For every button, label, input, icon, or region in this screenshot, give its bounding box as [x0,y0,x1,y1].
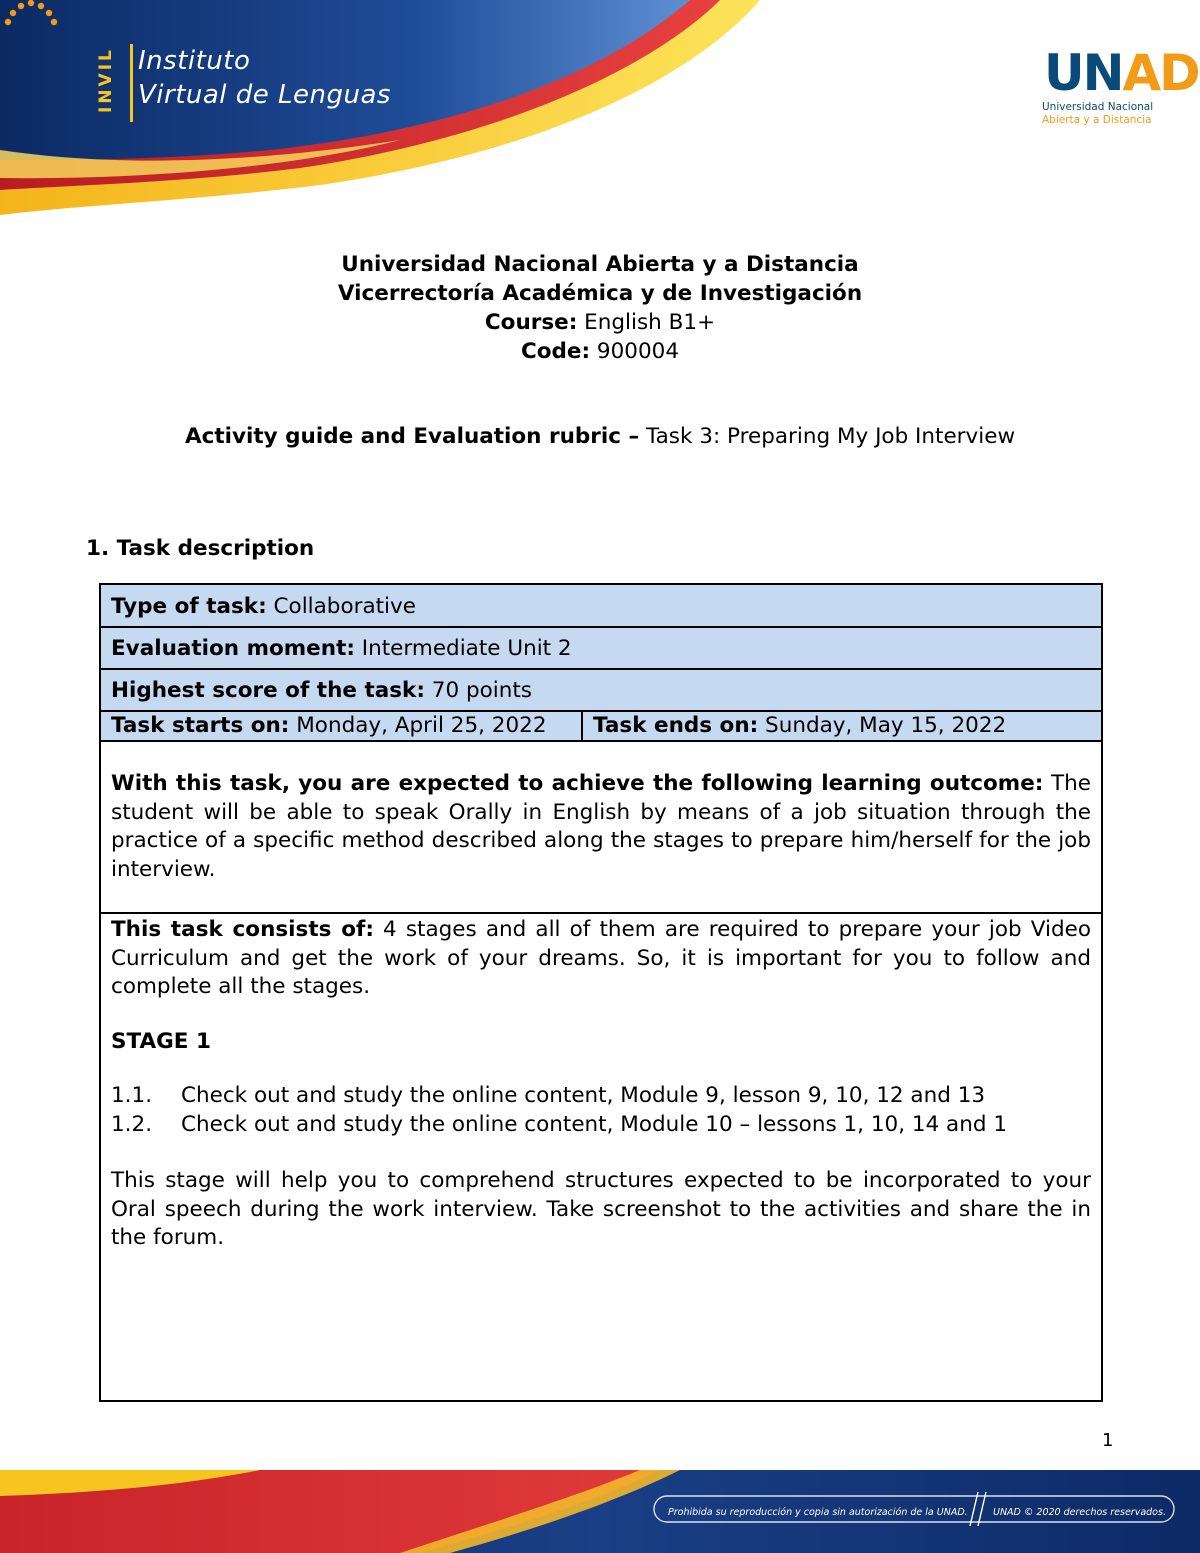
type-label: Type of task: [111,594,267,619]
task-consists-cell [101,914,1101,1400]
stage-title: STAGE 1 [111,1028,211,1054]
brand-divider [130,44,133,122]
step-item [111,1111,1091,1140]
consists-paragraph [111,916,1091,1002]
code-value: 900004 [590,339,680,364]
end-date-cell [583,712,1016,740]
row-dates [101,712,1101,742]
score-value: 70 points [424,678,532,703]
outcome-label: With this task, you are expected to achieve the following learning outcome: [111,771,1044,796]
course-value: English B1+ [577,310,716,335]
consists-label: This task consists of: [111,917,374,942]
row-type-of-task [101,585,1101,628]
consists-text: 4 stages and all of them are required to prepare your job Video Curriculum and get the work of your dreams. So, it is important for you to follow and complete all the stages. [111,917,1091,999]
starts-label: Task starts on: [111,713,290,738]
course-label: Course: [484,310,578,335]
moment-value: Intermediate Unit 2 [354,636,572,661]
row-highest-score [101,670,1101,712]
task-table [99,583,1103,1402]
score-label: Highest score of the task: [111,678,425,703]
unad-subtitle-1: Universidad Nacional [1042,101,1154,113]
learning-outcome-cell [101,742,1101,914]
activity-title-bold: Activity guide and Evaluation rubric – [184,424,640,449]
header-banner [0,0,1200,230]
stage-steps [111,1082,1091,1139]
header-swoosh [0,0,1200,230]
brand-line-1: Instituto [138,46,251,76]
brand-tag: INVIL [96,47,116,113]
activity-title [0,424,1200,449]
footer-copyright-notice: Prohibida su reproducción y copia sin autorización de la UNAD. [668,1507,968,1518]
unad-logo-ad: AD [1122,44,1199,102]
section-heading: 1. Task description [86,536,315,561]
activity-title-rest: Task 3: Preparing My Job Interview [639,424,1016,449]
start-date-cell [101,712,583,740]
footer-rights-notice: UNAD © 2020 derechos reservados. [993,1507,1166,1518]
step-text: Check out and study the online content, Module 9, lesson 9, 10, 12 and 13 [181,1083,986,1108]
unad-logo-icon [0,0,130,100]
step-number: 1.1. [111,1083,153,1108]
code-line [0,337,1200,366]
unad-subtitle-2: Abierta y a Distancia [1042,114,1152,126]
page-number: 1 [1102,1430,1114,1451]
starts-value: Monday, April 25, 2022 [289,713,547,738]
step-number: 1.2. [111,1111,153,1137]
unad-logo-un: UN [1044,44,1123,102]
code-label: Code: [520,339,591,364]
title-block [0,250,1200,366]
row-evaluation-moment [101,628,1101,670]
stage-help-text: This stage will help you to comprehend structures expected to be incorporated to your Oral speech during the work interview. Take screenshot to the activities and share the in the forum. [111,1168,1091,1250]
ends-value: Sunday, May 15, 2022 [758,713,1007,738]
moment-label: Evaluation moment: [111,636,355,661]
unad-logo-text [1044,44,1199,102]
ends-label: Task ends on: [593,713,759,738]
outcome-text: The student will be able to speak Orally in English by means of a job situation through the practice of a specific method described along the stages to prepare him/herself for the job interview. [111,771,1091,882]
vice-rectory: Vicerrectoría Académica y de Investigación [337,281,863,306]
brand-line-2: Virtual de Lenguas [138,80,391,110]
step-text: Check out and study the online content, Module 10 – lessons 1, 10, 14 and 1 [181,1111,1008,1137]
university-name: Universidad Nacional Abierta y a Distancia [341,252,859,277]
course-line [0,308,1200,337]
type-value: Collaborative [266,594,416,619]
step-item [111,1082,1091,1111]
